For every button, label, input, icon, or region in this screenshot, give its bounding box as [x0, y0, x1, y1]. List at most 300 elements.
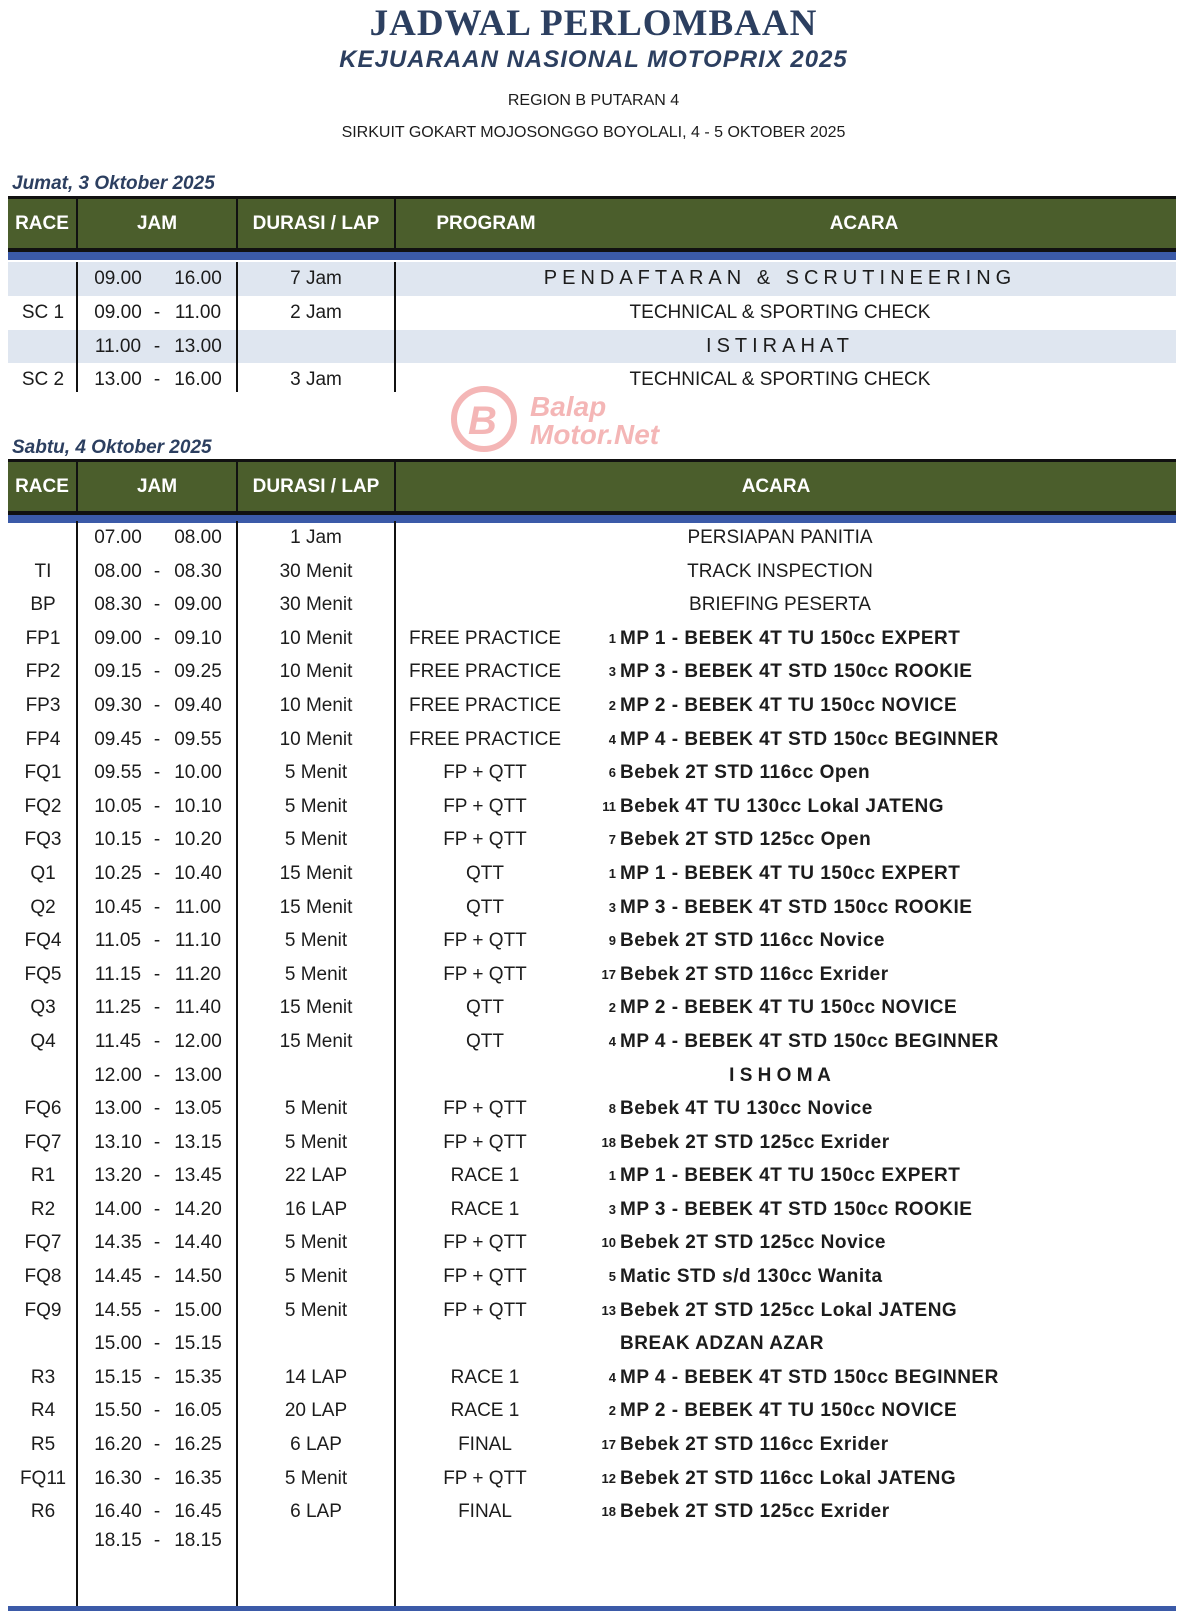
duration: 6 LAP — [290, 1501, 342, 1523]
race-code: FQ9 — [24, 1299, 62, 1321]
duration: 2 Jam — [290, 301, 342, 323]
class-name: MP 3 - BEBEK 4T STD 150cc ROOKIE — [620, 661, 973, 683]
start-time: 16.20 — [94, 1434, 142, 1456]
col-acara: ACARA — [394, 462, 1156, 511]
event-name: BREAK ADZAN AZAR — [620, 1333, 824, 1355]
time-separator: - — [153, 560, 161, 582]
column-divider — [394, 262, 396, 392]
class-number: 4 — [608, 1369, 616, 1385]
table-row — [8, 521, 1176, 555]
program: FP + QTT — [443, 762, 527, 784]
class-number: 11 — [602, 798, 616, 814]
duration: 5 Menit — [284, 1131, 348, 1153]
class-number: 3 — [608, 1201, 616, 1217]
class-number: 17 — [601, 966, 616, 982]
start-time: 09.00 — [94, 301, 142, 323]
start-time: 09.45 — [94, 728, 142, 750]
race-code: FQ5 — [24, 963, 62, 985]
race-code: SC 1 — [21, 301, 65, 323]
duration: 7 Jam — [290, 268, 342, 289]
end-time: 12.00 — [174, 1030, 222, 1052]
time-separator: - — [153, 862, 161, 884]
start-time: 12.00 — [94, 1064, 142, 1086]
end-time: 08.30 — [174, 560, 222, 582]
time-separator: - — [153, 1030, 161, 1052]
start-time: 11.15 — [94, 963, 142, 985]
duration: 30 Menit — [279, 560, 353, 582]
duration: 5 Menit — [284, 930, 348, 952]
start-time: 18.15 — [94, 1529, 142, 1551]
time-separator: - — [153, 795, 161, 817]
table-row — [8, 1361, 1176, 1395]
end-time: 13.00 — [174, 335, 222, 357]
duration: 10 Menit — [279, 694, 353, 716]
table-row — [8, 330, 1176, 364]
time-separator: - — [153, 369, 161, 391]
program: FP + QTT — [443, 930, 527, 952]
race-code: FQ6 — [24, 1098, 62, 1120]
table-row — [8, 1529, 1176, 1553]
class-name: Bebek 2T STD 125cc Exrider — [620, 1501, 890, 1523]
time-separator: - — [153, 896, 161, 918]
class-number: 12 — [601, 1470, 616, 1486]
program: FP + QTT — [443, 829, 527, 851]
event-name: PENDAFTARAN & SCRUTINEERING — [543, 267, 1017, 289]
start-time: 14.45 — [94, 1266, 142, 1288]
duration: 15 Menit — [279, 896, 353, 918]
table-row — [8, 655, 1176, 689]
duration: 5 Menit — [284, 1266, 348, 1288]
start-time: 15.00 — [94, 1333, 142, 1355]
day2-table-header — [8, 459, 1176, 515]
time-separator: - — [153, 1501, 161, 1523]
class-number: 7 — [608, 832, 616, 848]
program: FINAL — [458, 1434, 512, 1456]
column-divider — [236, 262, 238, 392]
duration: 5 Menit — [284, 1232, 348, 1254]
start-time: 16.40 — [94, 1501, 142, 1523]
end-time: 08.00 — [174, 527, 222, 548]
race-code: TI — [34, 560, 52, 582]
class-name: Bebek 2T STD 116cc Lokal JATENG — [620, 1467, 957, 1489]
start-time: 10.45 — [94, 896, 142, 918]
table-row — [8, 689, 1176, 723]
race-code: FP2 — [25, 661, 61, 683]
program: FREE PRACTICE — [408, 694, 562, 716]
time-separator: - — [153, 1400, 161, 1422]
table-bottom-rule — [8, 1606, 1176, 1611]
col-race: RACE — [15, 476, 69, 497]
end-time: 15.00 — [174, 1299, 222, 1321]
time-separator: - — [153, 1064, 161, 1086]
table-row — [8, 1059, 1176, 1093]
column-divider — [394, 521, 396, 1611]
class-number: 13 — [601, 1302, 616, 1318]
start-time: 15.50 — [94, 1400, 142, 1422]
table-row — [8, 1394, 1176, 1428]
region-round: REGION B PUTARAN 4 — [507, 92, 680, 109]
class-name: MP 3 - BEBEK 4T STD 150cc ROOKIE — [620, 1198, 973, 1220]
race-code: Q1 — [30, 862, 56, 884]
start-time: 14.55 — [94, 1299, 142, 1321]
program: RACE 1 — [450, 1165, 520, 1187]
class-number: 18 — [601, 1504, 616, 1520]
day2-table-body — [8, 521, 1176, 1553]
start-time: 15.15 — [94, 1366, 142, 1388]
table-row — [8, 1193, 1176, 1227]
end-time: 11.00 — [174, 896, 222, 918]
duration: 5 Menit — [284, 963, 348, 985]
class-name: Bebek 2T STD 125cc Novice — [620, 1232, 886, 1254]
start-time: 09.00 — [94, 627, 142, 649]
program: FP + QTT — [443, 963, 527, 985]
program: FP + QTT — [443, 1131, 527, 1153]
class-name: MP 1 - BEBEK 4T TU 150cc EXPERT — [620, 1165, 961, 1187]
race-code: FP3 — [25, 694, 61, 716]
svg-text:B: B — [468, 399, 497, 443]
class-number: 5 — [608, 1269, 616, 1285]
class-number: 10 — [601, 1235, 616, 1251]
program: FP + QTT — [443, 1467, 527, 1489]
table-row — [8, 823, 1176, 857]
program: FP + QTT — [443, 1232, 527, 1254]
duration: 5 Menit — [284, 829, 348, 851]
event-name: TECHNICAL & SPORTING CHECK — [629, 369, 931, 391]
table-row — [8, 1327, 1176, 1361]
table-row — [8, 1428, 1176, 1462]
end-time: 09.10 — [174, 627, 222, 649]
end-time: 16.35 — [174, 1467, 222, 1489]
table-row — [8, 756, 1176, 790]
class-number: 1 — [608, 865, 616, 881]
start-time: 11.05 — [94, 930, 142, 952]
table-row — [8, 622, 1176, 656]
class-name: MP 1 - BEBEK 4T TU 150cc EXPERT — [620, 627, 961, 649]
class-name: Bebek 2T STD 116cc Exrider — [620, 963, 889, 985]
end-time: 14.40 — [174, 1232, 222, 1254]
table-row — [8, 588, 1176, 622]
race-code: Q4 — [30, 1030, 56, 1052]
program: FREE PRACTICE — [408, 728, 562, 750]
end-time: 11.00 — [174, 301, 222, 323]
table-row — [8, 991, 1176, 1025]
time-separator: - — [153, 1434, 161, 1456]
table-row — [8, 262, 1176, 296]
race-code: BP — [30, 594, 56, 616]
championship-subtitle: KEJUARAAN NASIONAL MOTOPRIX 2025 — [339, 46, 848, 73]
program: QTT — [466, 896, 504, 918]
start-time: 13.00 — [94, 1098, 142, 1120]
race-code: R6 — [30, 1501, 56, 1523]
start-time: 14.35 — [94, 1232, 142, 1254]
start-time: 11.25 — [94, 997, 142, 1019]
class-number: 1 — [608, 630, 616, 646]
class-name: MP 1 - BEBEK 4T TU 150cc EXPERT — [620, 862, 961, 884]
time-separator: - — [153, 594, 161, 616]
class-name: Bebek 2T STD 116cc Exrider — [620, 1434, 889, 1456]
race-code: FQ4 — [24, 930, 62, 952]
program: RACE 1 — [450, 1400, 520, 1422]
end-time: 10.10 — [174, 795, 222, 817]
class-name: Bebek 2T STD 116cc Novice — [620, 930, 885, 952]
end-time: 10.20 — [174, 829, 222, 851]
race-code: Q3 — [30, 997, 56, 1019]
duration: 6 LAP — [290, 1434, 342, 1456]
event-name: TRACK INSPECTION — [687, 560, 873, 582]
race-code: FP4 — [25, 728, 61, 750]
time-separator: - — [153, 1529, 161, 1551]
duration: 22 LAP — [284, 1165, 348, 1187]
col-jam: JAM — [76, 462, 236, 511]
duration: 10 Menit — [279, 627, 353, 649]
duration: 10 Menit — [279, 661, 353, 683]
table-row — [8, 1294, 1176, 1328]
start-time: 13.10 — [94, 1131, 142, 1153]
table-row — [8, 958, 1176, 992]
class-name: MP 4 - BEBEK 4T STD 150cc BEGINNER — [620, 1030, 999, 1052]
start-time: 07.00 — [94, 527, 142, 548]
end-time: 10.00 — [174, 762, 222, 784]
end-time: 11.20 — [174, 963, 222, 985]
day1-label: Jumat, 3 Oktober 2025 — [12, 173, 215, 194]
table-row — [8, 891, 1176, 925]
duration: 16 LAP — [284, 1198, 348, 1220]
event-name: BRIEFING PESERTA — [689, 594, 871, 616]
event-name: I S H O M A — [729, 1064, 831, 1086]
time-separator: - — [153, 728, 161, 750]
duration: 15 Menit — [279, 997, 353, 1019]
table-row — [8, 1260, 1176, 1294]
time-separator: - — [153, 1098, 161, 1120]
document-title: JADWAL PERLOMBAAN — [369, 3, 818, 44]
class-number: 3 — [608, 899, 616, 915]
duration: 10 Menit — [279, 728, 353, 750]
end-time: 11.10 — [174, 930, 222, 952]
program: FREE PRACTICE — [408, 627, 562, 649]
end-time: 14.50 — [174, 1266, 222, 1288]
race-code: R3 — [30, 1366, 56, 1388]
class-number: 6 — [608, 765, 616, 781]
day2-label: Sabtu, 4 Oktober 2025 — [12, 437, 212, 458]
time-separator: - — [153, 1266, 161, 1288]
program: FP + QTT — [443, 795, 527, 817]
time-separator: - — [153, 1333, 161, 1355]
duration: 5 Menit — [284, 1098, 348, 1120]
time-separator: - — [153, 1198, 161, 1220]
race-code: FQ8 — [24, 1266, 62, 1288]
start-time: 09.30 — [94, 694, 142, 716]
time-separator: - — [153, 1366, 161, 1388]
day1-table-header — [8, 196, 1176, 252]
column-divider — [236, 521, 238, 1611]
start-time: 10.25 — [94, 862, 142, 884]
race-code: FP1 — [25, 627, 61, 649]
table-row — [8, 1025, 1176, 1059]
class-name: MP 2 - BEBEK 4T TU 150cc NOVICE — [620, 694, 958, 716]
table-row — [8, 924, 1176, 958]
start-time: 14.00 — [94, 1198, 142, 1220]
duration: 14 LAP — [284, 1366, 348, 1388]
duration: 3 Jam — [290, 369, 342, 391]
end-time: 15.35 — [174, 1366, 222, 1388]
class-name: Bebek 2T STD 116cc Open — [620, 762, 871, 784]
start-time: 09.55 — [94, 762, 142, 784]
program: QTT — [466, 1030, 504, 1052]
class-name: Bebek 2T STD 125cc Lokal JATENG — [620, 1299, 958, 1321]
end-time: 14.20 — [174, 1198, 222, 1220]
end-time: 09.40 — [174, 694, 222, 716]
col-program: PROGRAM — [394, 199, 576, 248]
duration: 30 Menit — [279, 594, 353, 616]
event-name: PERSIAPAN PANITIA — [687, 527, 873, 548]
time-separator: - — [153, 1131, 161, 1153]
class-name: Matic STD s/d 130cc Wanita — [620, 1266, 883, 1288]
end-time: 15.15 — [174, 1333, 222, 1355]
time-separator: - — [153, 1299, 161, 1321]
class-number: 2 — [608, 1403, 616, 1419]
class-number: 1 — [608, 1168, 616, 1184]
class-number: 4 — [608, 731, 616, 747]
table-row — [8, 1462, 1176, 1496]
class-name: MP 4 - BEBEK 4T STD 150cc BEGINNER — [620, 728, 999, 750]
day1-table-body — [8, 262, 1176, 397]
end-time: 16.45 — [174, 1501, 222, 1523]
table-row — [8, 1092, 1176, 1126]
program: FP + QTT — [443, 1098, 527, 1120]
start-time: 13.20 — [94, 1165, 142, 1187]
start-time: 08.00 — [94, 560, 142, 582]
col-race: RACE — [15, 213, 69, 234]
col-durasi: DURASI / LAP — [236, 462, 394, 511]
start-time: 08.30 — [94, 594, 142, 616]
column-divider — [76, 262, 78, 392]
class-number: 9 — [608, 933, 616, 949]
event-name: ISTIRAHAT — [706, 334, 854, 357]
end-time: 16.25 — [174, 1434, 222, 1456]
race-code: FQ2 — [24, 795, 62, 817]
class-number: 2 — [608, 1000, 616, 1016]
class-name: Bebek 4T TU 130cc Novice — [620, 1098, 873, 1120]
start-time: 09.15 — [94, 661, 142, 683]
class-name: MP 4 - BEBEK 4T STD 150cc BEGINNER — [620, 1366, 999, 1388]
end-time: 10.40 — [174, 862, 222, 884]
time-separator: - — [153, 1232, 161, 1254]
program: FP + QTT — [443, 1299, 527, 1321]
event-name: TECHNICAL & SPORTING CHECK — [629, 301, 931, 323]
col-jam: JAM — [76, 199, 236, 248]
start-time: 11.00 — [94, 335, 142, 357]
race-code: SC 2 — [21, 369, 65, 391]
class-number: 8 — [608, 1101, 616, 1117]
balapmotor-watermark — [448, 384, 708, 454]
end-time: 13.00 — [174, 1064, 222, 1086]
start-time: 16.30 — [94, 1467, 142, 1489]
time-separator: - — [153, 963, 161, 985]
end-time: 18.15 — [174, 1529, 222, 1551]
class-name: MP 3 - BEBEK 4T STD 150cc ROOKIE — [620, 896, 973, 918]
time-separator: - — [153, 930, 161, 952]
program: QTT — [466, 862, 504, 884]
col-acara: ACARA — [829, 213, 899, 234]
end-time: 11.40 — [174, 997, 222, 1019]
time-separator: - — [153, 301, 161, 323]
race-code: FQ7 — [24, 1232, 62, 1254]
table-row — [8, 296, 1176, 330]
header-underline — [8, 252, 1176, 260]
time-separator: - — [153, 762, 161, 784]
class-name: MP 2 - BEBEK 4T TU 150cc NOVICE — [620, 997, 958, 1019]
table-row — [8, 723, 1176, 757]
end-time: 13.15 — [174, 1131, 222, 1153]
duration: 15 Menit — [279, 1030, 353, 1052]
time-separator: - — [153, 1165, 161, 1187]
race-code: FQ3 — [24, 829, 62, 851]
duration: 20 LAP — [284, 1400, 348, 1422]
watermark-line2: Motor.Net — [530, 419, 660, 450]
time-separator: - — [153, 627, 161, 649]
race-code: R1 — [30, 1165, 56, 1187]
class-number: 4 — [608, 1033, 616, 1049]
class-name: MP 2 - BEBEK 4T TU 150cc NOVICE — [620, 1400, 958, 1422]
end-time: 09.55 — [174, 728, 222, 750]
col-durasi: DURASI / LAP — [236, 199, 394, 248]
start-time: 13.00 — [94, 369, 142, 391]
program: QTT — [466, 997, 504, 1019]
end-time: 16.00 — [174, 369, 222, 391]
table-row — [8, 1495, 1176, 1529]
duration: 15 Menit — [279, 862, 353, 884]
time-separator: - — [153, 661, 161, 683]
race-code: R2 — [30, 1198, 56, 1220]
race-code: R4 — [30, 1400, 56, 1422]
end-time: 16.05 — [174, 1400, 222, 1422]
race-code: FQ11 — [19, 1467, 67, 1489]
duration: 5 Menit — [284, 1299, 348, 1321]
program: RACE 1 — [450, 1198, 520, 1220]
time-separator: - — [153, 829, 161, 851]
time-separator: - — [153, 1467, 161, 1489]
class-number: 2 — [608, 697, 616, 713]
column-divider — [76, 521, 78, 1611]
table-row — [8, 790, 1176, 824]
venue-and-dates: SIRKUIT GOKART MOJOSONGGO BOYOLALI, 4 - 5 OKTOBER 2025 — [341, 124, 846, 141]
time-separator: - — [153, 694, 161, 716]
time-separator: - — [153, 997, 161, 1019]
class-number: 18 — [601, 1134, 616, 1150]
end-time: 13.05 — [174, 1098, 222, 1120]
program: RACE 1 — [450, 1366, 520, 1388]
race-code: FQ7 — [24, 1131, 62, 1153]
race-code: R5 — [30, 1434, 56, 1456]
class-number: 17 — [601, 1437, 616, 1453]
start-time: 09.00 — [94, 268, 142, 289]
end-time: 09.25 — [174, 661, 222, 683]
class-name: Bebek 2T STD 125cc Open — [620, 829, 872, 851]
table-row — [8, 1159, 1176, 1193]
class-number: 3 — [608, 664, 616, 680]
start-time: 10.15 — [94, 829, 142, 851]
table-row — [8, 555, 1176, 589]
race-code: FQ1 — [24, 762, 62, 784]
table-row — [8, 1226, 1176, 1260]
program: FREE PRACTICE — [408, 661, 562, 683]
table-row — [8, 857, 1176, 891]
duration: 5 Menit — [284, 795, 348, 817]
watermark-line1: Balap — [530, 391, 607, 422]
table-row — [8, 1126, 1176, 1160]
duration: 1 Jam — [290, 527, 342, 548]
class-name: Bebek 4T TU 130cc Lokal JATENG — [620, 795, 945, 817]
